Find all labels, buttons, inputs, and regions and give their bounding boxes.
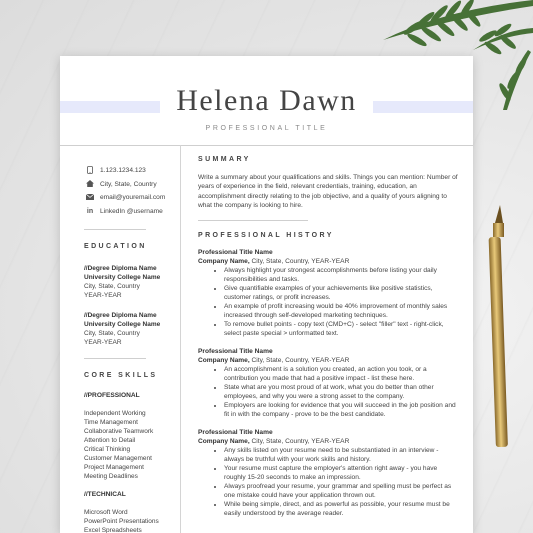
skill-item: Customer Management xyxy=(84,455,152,462)
company-name: Company Name, xyxy=(198,356,250,364)
skill-item: Collaborative Teamwork xyxy=(84,428,154,435)
header-divider xyxy=(60,145,473,146)
left-column xyxy=(84,164,174,533)
job-title: Professional Title Name xyxy=(198,428,273,436)
job-bullet: • Always proofread your resume, your grammar and spelling must be perfect as one mistake could have your application thrown out. xyxy=(224,482,458,500)
job-company-line xyxy=(198,257,458,266)
skill-item: Excel Spreadsheets xyxy=(84,527,142,533)
company-name: Company Name, xyxy=(198,437,250,445)
contact-phone xyxy=(84,164,174,178)
job-bullet: • State what are you most proud of at work, what you do better than other employees, and why you were a strong asset to the company. xyxy=(224,383,458,401)
school-name: University College Name xyxy=(84,274,161,281)
school-years: YEAR-YEAR xyxy=(84,339,122,346)
job-bullet: • Any skills listed on your resume need to be substantiated in an interview - always be truthful with your work skills and history. xyxy=(224,446,458,464)
skill-item: Project Management xyxy=(84,464,144,471)
skills-technical-list xyxy=(84,508,174,533)
skills-professional-label: //PROFESSIONAL xyxy=(84,392,140,399)
home-icon xyxy=(84,180,96,189)
right-column xyxy=(198,156,458,518)
job-bullet: • Employers are looking for evidence that you will succeed in the job position and fit in with the company - prove to be the best candidate. xyxy=(224,401,458,419)
degree-name: //Degree Diploma Name xyxy=(84,265,157,272)
summary-text: Write a summary about your qualifications and skills. Things you can mention: Number of years of experience in the field, relevant credentials, training, education, an accomplishment directly relating to the job objective, and a quality of yours aligning to what the company is looking to hire. xyxy=(198,174,458,210)
education-entry xyxy=(84,311,174,347)
job-entry xyxy=(198,248,458,338)
contact-location-text: City, State, Country xyxy=(100,180,157,188)
job-details: City, State, Country, YEAR-YEAR xyxy=(249,257,350,265)
job-bullet: • Give quantifiable examples of your achievements like positive statistics, customer ratings, or profit increases. xyxy=(224,284,458,302)
name-wrapper xyxy=(60,84,473,118)
skill-item: PowerPoint Presentations xyxy=(84,518,159,525)
school-location: City, State, Country xyxy=(84,330,140,337)
job-details: City, State, Country, YEAR-YEAR xyxy=(249,437,350,445)
contact-email-text[interactable]: email@youremail.com xyxy=(100,194,166,202)
school-years: YEAR-YEAR xyxy=(84,292,122,299)
company-name: Company Name, xyxy=(198,257,250,265)
skill-item: Attention to Detail xyxy=(84,437,136,444)
job-title: Professional Title Name xyxy=(198,248,273,256)
resume-name: Helena Dawn xyxy=(160,84,373,118)
skill-item: Time Management xyxy=(84,419,138,426)
skills-technical-label: //TECHNICAL xyxy=(84,491,126,498)
job-company-line xyxy=(198,437,458,446)
contact-email[interactable] xyxy=(84,191,174,205)
job-company-line xyxy=(198,356,458,365)
job-bullets xyxy=(198,365,458,419)
column-divider xyxy=(180,145,181,533)
divider xyxy=(84,229,146,230)
education-heading: EDUCATION xyxy=(84,243,147,250)
phone-icon xyxy=(84,166,96,176)
job-bullet: • An example of profit increasing would be 40% improvement of monthly sales increased through self-developed marketing techniques. xyxy=(224,302,458,320)
job-bullet: • Your resume must capture the employer's attention right away - you have roughly 15-20 seconds to make an impression. xyxy=(224,464,458,482)
job-bullets xyxy=(198,266,458,338)
contact-list xyxy=(84,164,174,218)
skill-item: Microsoft Word xyxy=(84,509,128,516)
history-heading: PROFESSIONAL HISTORY xyxy=(198,231,334,239)
skill-item: Independent Working xyxy=(84,410,146,417)
job-bullet: • Always highlight your strongest accomplishments before listing your daily responsibilities and tasks. xyxy=(224,266,458,284)
job-title: Professional Title Name xyxy=(198,347,273,355)
contact-linkedin[interactable] xyxy=(84,205,174,219)
job-bullet: • An accomplishment is a solution you created, an action you took, or a contribution you made that had a positive impact - list these here. xyxy=(224,365,458,383)
job-bullet: • While being simple, direct, and as powerful as possible, your resume must be easily understood by the average reader. xyxy=(224,500,458,518)
divider xyxy=(198,220,308,221)
job-bullets xyxy=(198,446,458,518)
contact-phone-text: 1.123.1234.123 xyxy=(100,167,146,175)
school-name: University College Name xyxy=(84,321,161,328)
resume-page xyxy=(60,56,473,533)
school-location: City, State, Country xyxy=(84,283,140,290)
core-skills-heading: CORE SKILLS xyxy=(84,372,158,379)
job-entry xyxy=(198,347,458,419)
divider xyxy=(84,358,146,359)
degree-name: //Degree Diploma Name xyxy=(84,312,157,319)
linkedin-icon: in xyxy=(86,207,94,215)
contact-location xyxy=(84,178,174,192)
skill-item: Meeting Deadlines xyxy=(84,473,138,480)
email-icon xyxy=(84,194,96,202)
professional-title: PROFESSIONAL TITLE xyxy=(205,125,328,132)
skill-item: Critical Thinking xyxy=(84,446,131,453)
job-bullet: • To remove bullet points - copy text (CMD+C) - select "filler" text - right-click, select paste special > unformatted text. xyxy=(224,320,458,338)
job-entry xyxy=(198,428,458,518)
job-details: City, State, Country, YEAR-YEAR xyxy=(249,356,350,364)
gold-pen-decoration xyxy=(486,205,508,455)
contact-linkedin-text[interactable]: LinkedIn @username xyxy=(100,207,163,215)
skills-professional-list xyxy=(84,409,174,481)
education-entry xyxy=(84,264,174,300)
summary-heading: SUMMARY xyxy=(198,156,251,163)
